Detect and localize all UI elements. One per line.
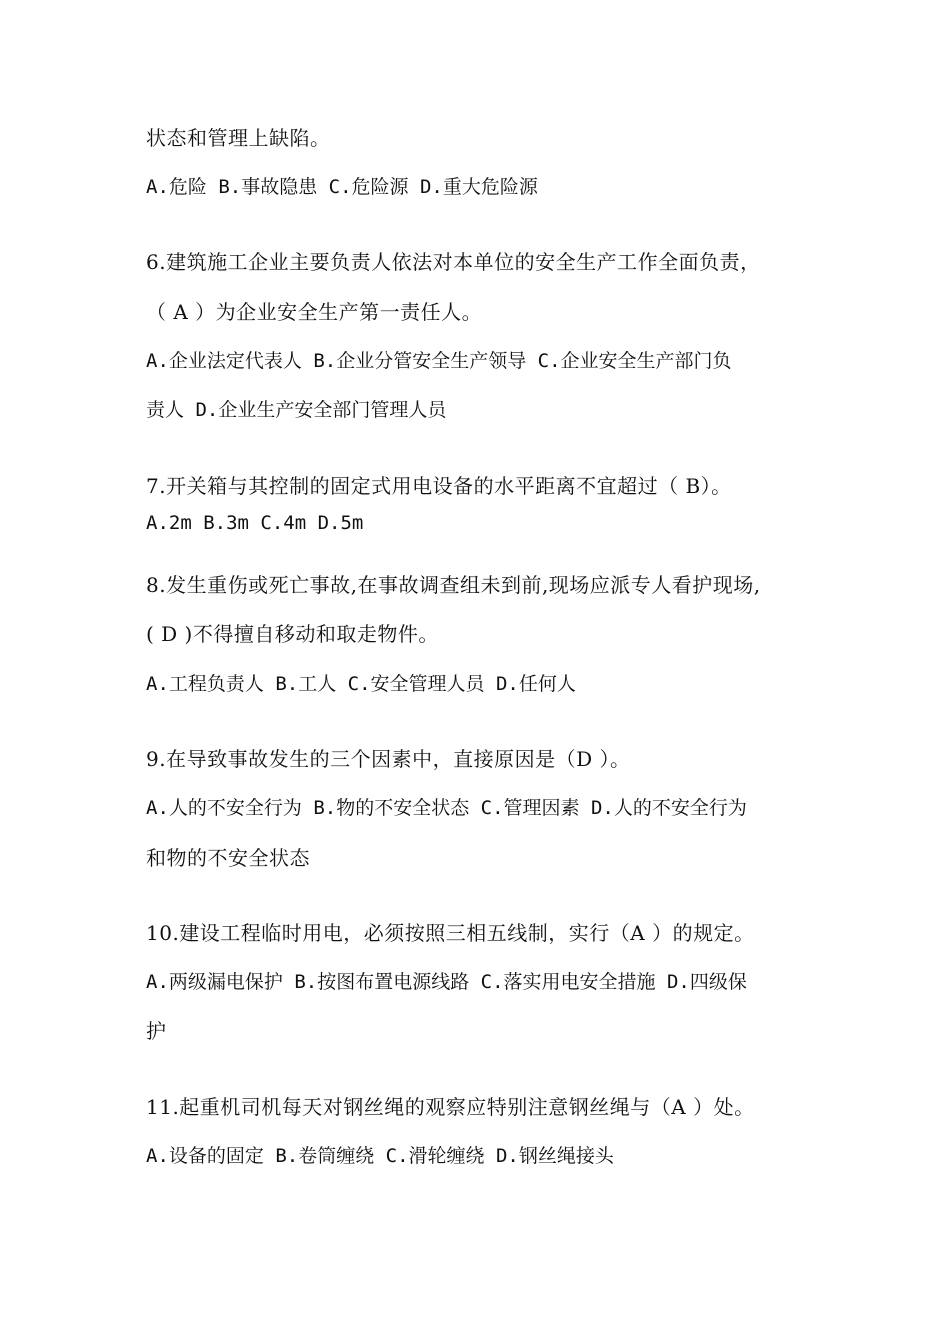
question-8-line-2: ( D )不得擅自移动和取走物件。	[146, 622, 439, 646]
options-question-9-line-1: A.人的不安全行为 B.物的不安全状态 C.管理因素 D.人的不安全行为	[146, 797, 747, 819]
options-question-10-line-2: 护	[146, 1019, 167, 1043]
options-question-6-line-2: 责人 D.企业生产安全部门管理人员	[146, 399, 447, 421]
options-prev-question: A.危险 B.事故隐患 C.危险源 D.重大危险源	[146, 176, 538, 198]
options-question-8: A.工程负责人 B.工人 C.安全管理人员 D.任何人	[146, 673, 576, 695]
options-question-9-line-2: 和物的不安全状态	[146, 846, 310, 870]
question-6-line-1: 6.建筑施工企业主要负责人依法对本单位的安全生产工作全面负责，	[146, 250, 761, 274]
question-9: 9.在导致事故发生的三个因素中，直接原因是（D ）。	[146, 747, 631, 771]
options-question-7: A.2m B.3m C.4m D.5m	[146, 512, 364, 534]
question-10: 10.建设工程临时用电，必须按照三相五线制，实行（A ）的规定。	[146, 921, 755, 945]
options-question-11: A.设备的固定 B.卷筒缠绕 C.滑轮缠绕 D.钢丝绳接头	[146, 1145, 614, 1167]
question-8-line-1: 8.发生重伤或死亡事故,在事故调查组未到前,现场应派专人看护现场,	[146, 573, 761, 597]
question-6-line-2: （ A ）为企业安全生产第一责任人。	[146, 300, 483, 324]
options-question-10-line-1: A.两级漏电保护 B.按图布置电源线路 C.落实用电安全措施 D.四级保	[146, 971, 747, 993]
question-7: 7.开关箱与其控制的固定式用电设备的水平距离不宜超过（ B）。	[146, 474, 732, 498]
text-line-prev-question-end: 状态和管理上缺陷。	[146, 126, 331, 150]
options-question-6-line-1: A.企业法定代表人 B.企业分管安全生产领导 C.企业安全生产部门负	[146, 350, 732, 372]
question-11: 11.起重机司机每天对钢丝绳的观察应特别注意钢丝绳与（A ）处。	[146, 1095, 755, 1119]
